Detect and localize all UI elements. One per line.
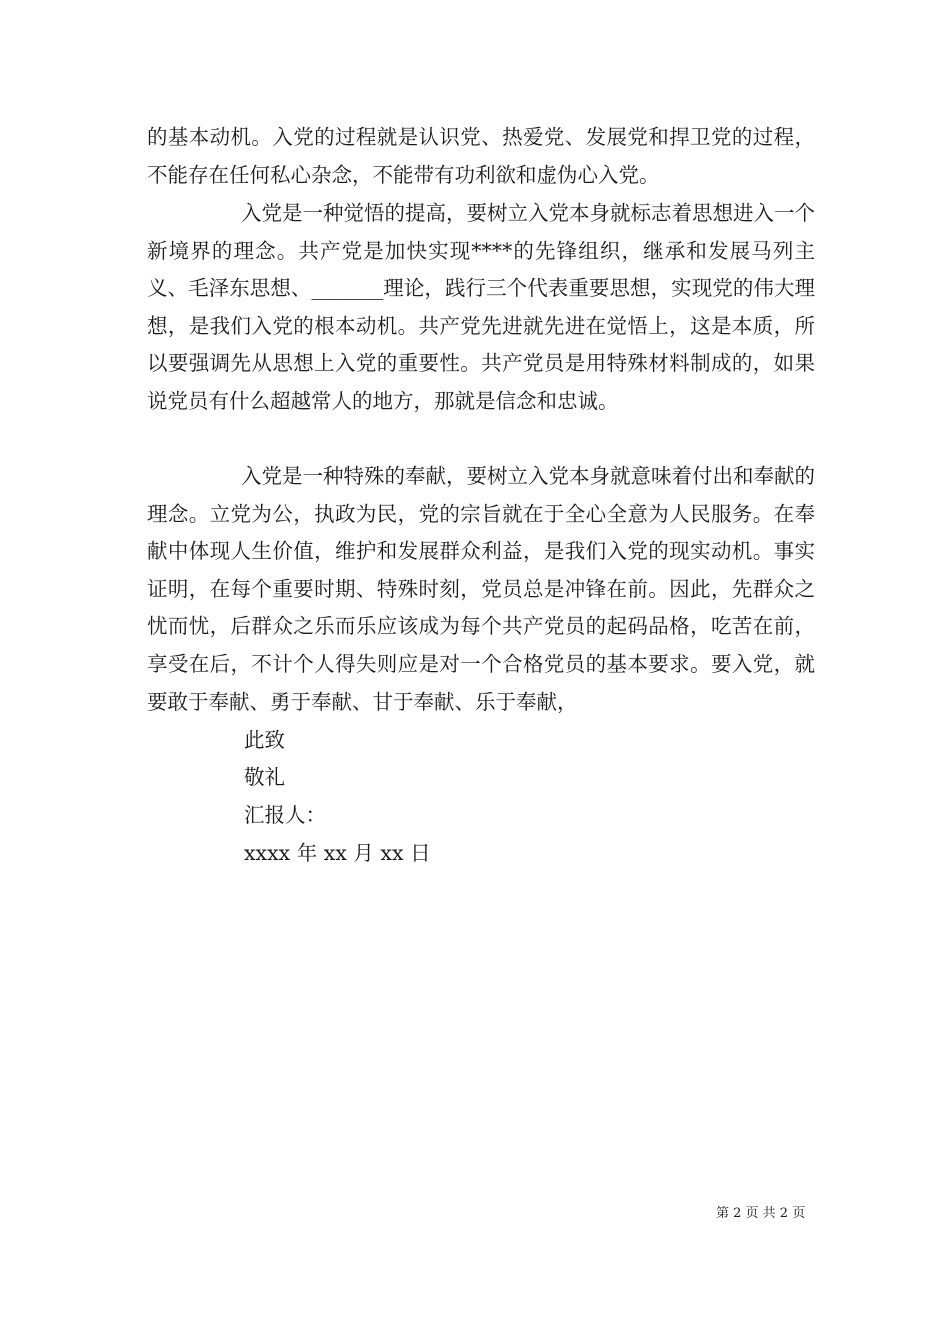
page-number-footer: 第 2 页 共 2 页	[716, 1206, 806, 1221]
salutation-1: 此致	[244, 728, 285, 752]
date-line: xxxx 年 xx 月 xx 日	[244, 841, 431, 865]
paragraph-1: 的基本动机。入党的过程就是认识党、热爱党、发展党和捍卫党的过程，不能存在任何私心杂念，不能带有功利欲和虚伪心入党。	[147, 125, 815, 187]
paragraph-2: 入党是一种觉悟的提高，要树立入党本身就标志着思想进入一个新境界的理念。共产党是加快实现****的先锋组织，继承和发展马列主义、毛泽东思想、_______理论，践行三个代表重要思想，实现党的伟大理想，是我们入党的根本动机。共产党先进就先进在觉悟上，这是本质，所以要强调先从思想上入党的重要性。共产党员是用特殊材料制成的，如果说党员有什么超越常人的地方，那就是信念和忠诚。	[147, 201, 815, 413]
paragraph-3: 入党是一种特殊的奉献，要树立入党本身就意味着付出和奉献的理念。立党为公，执政为民，党的宗旨就在于全心全意为人民服务。在奉献中体现人生价值，维护和发展群众利益，是我们入党的现实动机。事实证明，在每个重要时期、特殊时刻，党员总是冲锋在前。因此，先群众之忧而忧，后群众之乐而乐应该成为每个共产党员的起码品格，吃苦在前，享受在后，不计个人得失则应是对一个合格党员的基本要求。要入党，就要敢于奉献、勇于奉献、甘于奉献、乐于奉献，	[147, 464, 815, 714]
salutation-2: 敬礼	[244, 765, 285, 789]
reporter-label: 汇报人：	[244, 803, 326, 827]
